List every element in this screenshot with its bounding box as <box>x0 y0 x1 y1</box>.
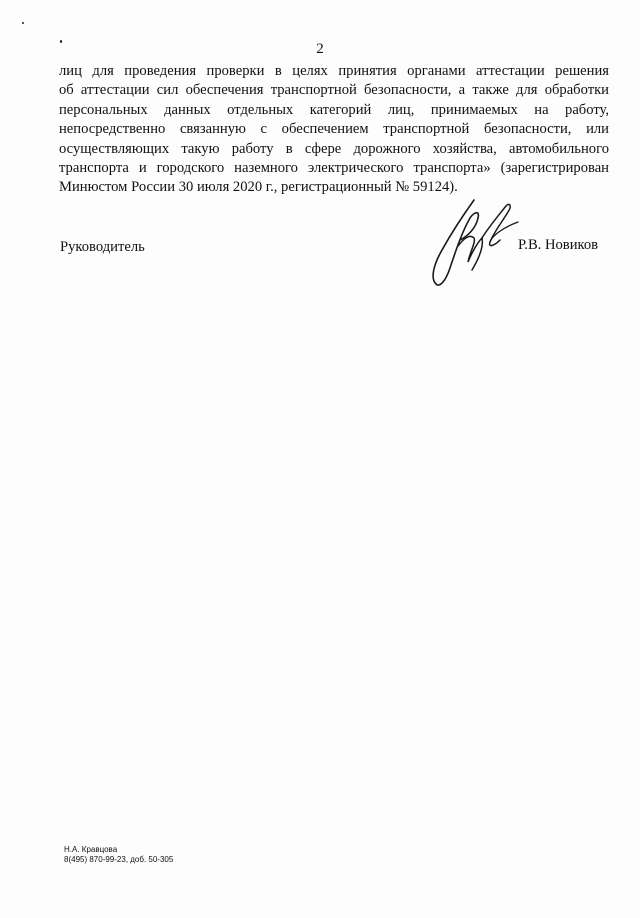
body-paragraph <box>59 62 609 198</box>
body-line: персональных данных отдельных категорий лиц, принимаемых на работу, <box>59 101 609 118</box>
body-line: лиц для проведения проверки в целях принятия органами аттестации решения <box>59 63 609 79</box>
signer-role: Руководитель <box>60 239 145 255</box>
executor-info <box>64 845 173 865</box>
body-line: об аттестации сил обеспечения транспортной безопасности, а также для обработки <box>59 82 609 99</box>
executor-name: Н.А. Кравцова <box>64 845 118 854</box>
page-number: 2 <box>316 41 324 57</box>
body-line: непосредственно связанную с обеспечением транспортной безопасности, или <box>59 121 609 138</box>
body-line: осуществляющих такую работу в сфере дорожного хозяйства, автомобильного <box>59 140 609 157</box>
handwritten-signature <box>418 192 528 292</box>
body-line: транспорта и городского наземного электрического транспорта» (зарегистрирован <box>59 160 609 177</box>
signer-name: Р.В. Новиков <box>518 237 599 253</box>
scan-speck <box>22 22 24 24</box>
executor-phone: 8(495) 870-99-23, доб. 50-305 <box>64 855 174 864</box>
body-line: Минюстом России 30 июля 2020 г., регистрационный № 59124). <box>59 179 458 196</box>
